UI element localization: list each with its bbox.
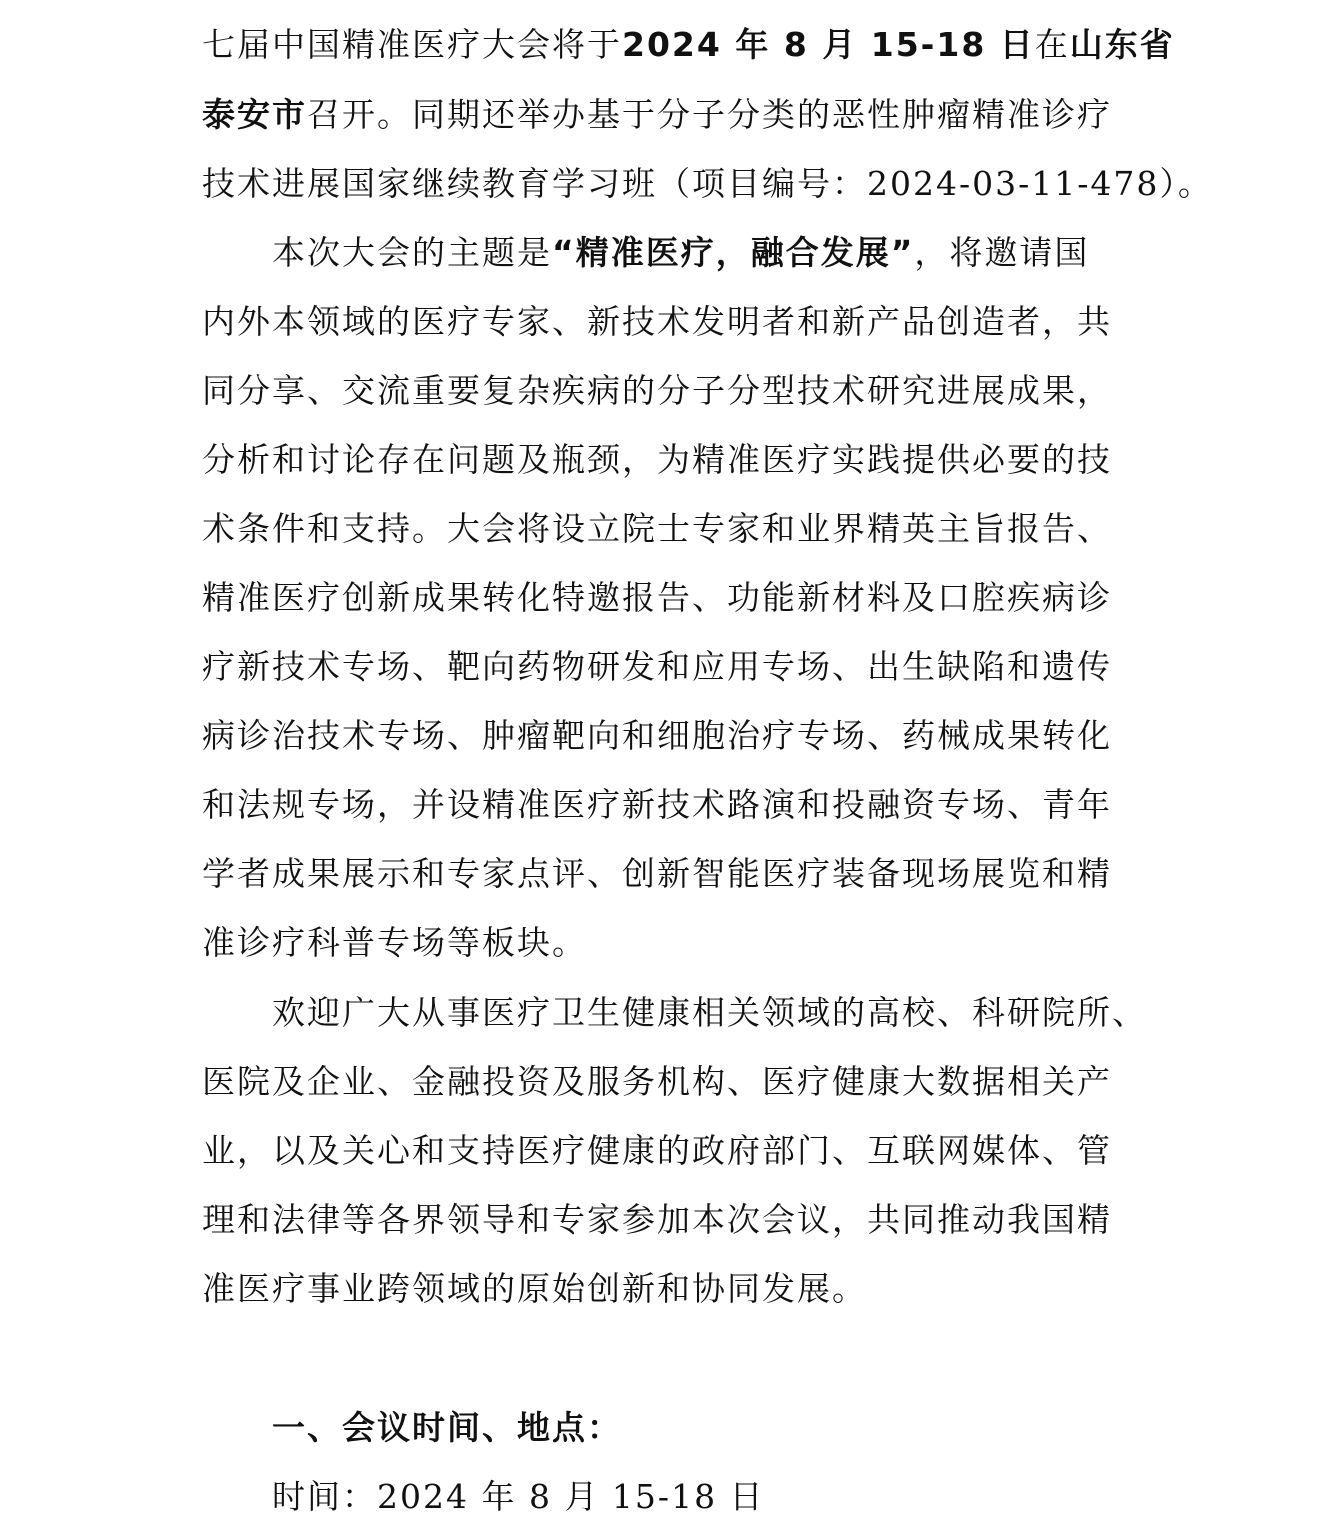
paragraph-2-line-4: 分析和讨论存在问题及瓶颈，为精准医疗实践提供必要的技: [202, 440, 1112, 479]
paragraph-2-line-8: 病诊治技术专场、肿瘤靶向和细胞治疗专场、药械成果转化: [202, 716, 1112, 755]
conference-date: 2024 年 8 月 15-18 日: [622, 25, 1035, 64]
paragraph-2-line-7: 疗新技术专场、靶向药物研发和应用专场、出生缺陷和遗传: [202, 647, 1112, 686]
paragraph-3-line-4: 理和法律等各界领导和专家参加本次会议，共同推动我国精: [202, 1200, 1112, 1239]
paragraph-2-line-3: 同分享、交流重要复杂疾病的分子分型技术研究进展成果，: [202, 371, 1112, 410]
paragraph-2-text: ，将邀请国: [914, 233, 1090, 272]
paragraph-1-line-1: [202, 25, 1175, 65]
meeting-time: 时间：2024 年 8 月 15-18 日: [272, 1477, 765, 1516]
paragraph-2-text: 本次大会的主题是: [272, 233, 552, 272]
paragraph-2-line-2: 内外本领域的医疗专家、新技术发明者和新产品创造者，共: [202, 302, 1112, 341]
conference-theme: “精准医疗，融合发展”: [552, 233, 915, 272]
paragraph-1-text: 在: [1034, 25, 1070, 64]
paragraph-2-line-6: 精准医疗创新成果转化特邀报告、功能新材料及口腔疾病诊: [202, 578, 1112, 617]
paragraph-1-text: 七届中国精准医疗大会将于: [202, 25, 622, 64]
paragraph-1-text: 召开。同期还举办基于分子分类的恶性肿瘤精准诊疗: [307, 95, 1112, 134]
paragraph-2-line-9: 和法规专场，并设精准医疗新技术路演和投融资专场、青年: [202, 785, 1112, 824]
conference-province: 山东省: [1069, 25, 1175, 64]
paragraph-1-line-2: [202, 95, 1112, 135]
paragraph-2-line-5: 术条件和支持。大会将设立院士专家和业界精英主旨报告、: [202, 509, 1112, 548]
paragraph-3-line-2: 医院及企业、金融投资及服务机构、医疗健康大数据相关产: [202, 1062, 1112, 1101]
section-heading-time-location: 一、会议时间、地点：: [272, 1408, 622, 1447]
paragraph-2-line-11: 准诊疗科普专场等板块。: [202, 923, 587, 962]
paragraph-1-line-3: 技术进展国家继续教育学习班（项目编号：2024-03-11-478）。: [202, 164, 1213, 203]
paragraph-3-line-5: 准医疗事业跨领域的原始创新和协同发展。: [202, 1269, 867, 1308]
paragraph-2-line-10: 学者成果展示和专家点评、创新智能医疗装备现场展览和精: [202, 854, 1112, 893]
paragraph-3-line-3: 业，以及关心和支持医疗健康的政府部门、互联网媒体、管: [202, 1131, 1112, 1170]
paragraph-3-line-1: 欢迎广大从事医疗卫生健康相关领域的高校、科研院所、: [272, 993, 1147, 1032]
conference-city: 泰安市: [202, 95, 307, 134]
paragraph-2-line-1: [272, 233, 1089, 273]
